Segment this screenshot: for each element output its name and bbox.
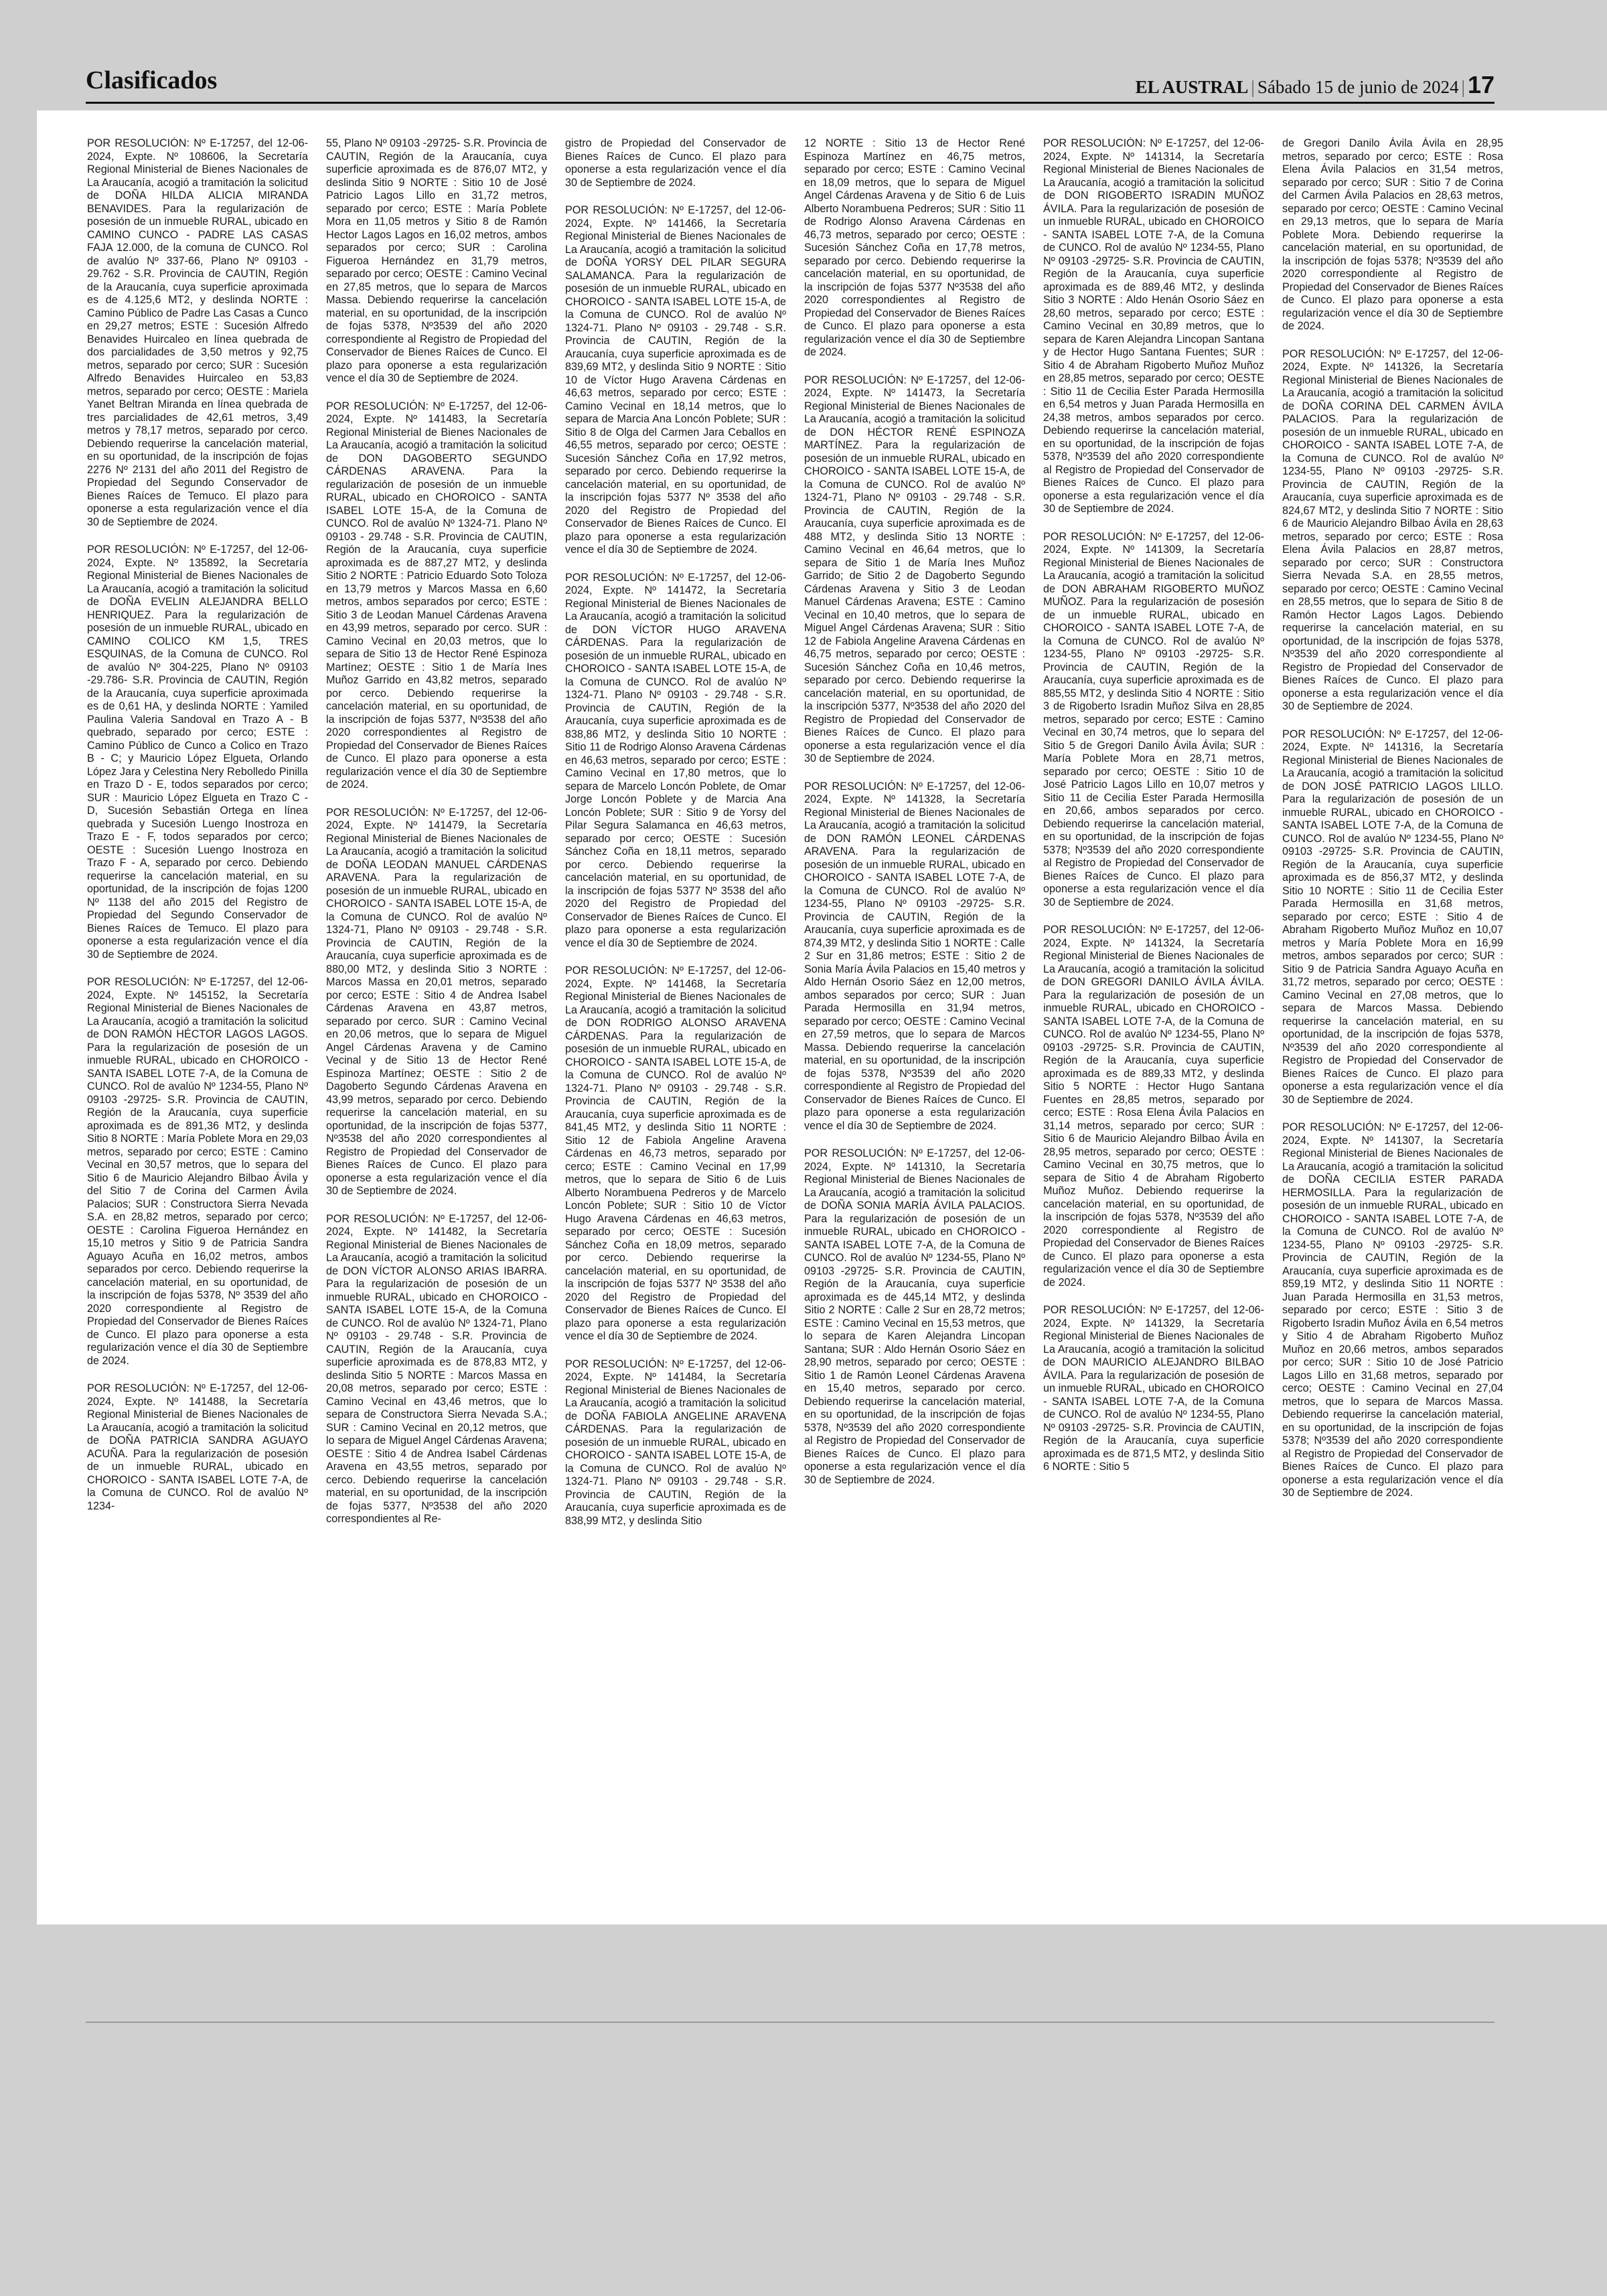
legal-notice: [565, 204, 786, 557]
legal-notice: [565, 965, 786, 1343]
bottom-margin: [0, 1924, 1607, 2296]
separator: |: [1461, 77, 1465, 97]
notice-text: 55, Plano Nº 09103 -29725- S.R. Provincia de CAUTIN, Región de la Araucanía, cuya superficie aproximada es de 876,07 MT2, y deslinda Sitio 9 NORTE : Sitio 10 de José Patricio Lagos Lillo en 31,72 metros, separado por cerco; ESTE : María Poblete Mora en 11,05 metros y Sitio 8 de Ramón Hector Lagos Lagos en 16,02 metros, ambos separados por cerco; SUR : Carolina Figueroa Hernández en 31,79 metros, separado por cerco; OESTE : Camino Vecinal en 27,85 metros, que lo separa de Marcos Massa. Debiendo requerirse la cancelación material, en su oportunidad, de la inscripción de fojas 5378, Nº3539 del año 2020 correspondiente al Registro de Propiedad del Conservador de Bienes Raíces de Cunco. El plazo para oponerse a esta regularización vence el día 30 de Septiembre de 2024.: [326, 137, 547, 384]
page-number: 17: [1467, 71, 1495, 98]
legal-notice: [1043, 531, 1264, 910]
legal-notice: [565, 137, 786, 189]
footer-rule: [86, 2022, 1495, 2023]
legal-notice: [804, 1147, 1025, 1487]
column-5: [1043, 137, 1264, 1911]
legal-notice: [565, 572, 786, 951]
legal-notice: [326, 400, 547, 792]
legal-notice: [1282, 348, 1503, 714]
notice-text: POR RESOLUCIÓN: Nº E-17257, del 12-06-2024, Expte. Nº 141307, la Secretaría Regional Ministerial de Bienes Nacionales de La Araucanía, acogió a tramitación la solicitud de DOÑA CECILIA ESTER PARADA HERMOSILLA. Para la regularización de posesión de un inmueble RURAL, ubicado en CHOROICO - SANTA ISABEL LOTE 7-A, de la Comuna de CUNCO. Rol de avalúo Nº 1234-55, Plano Nº 09103 -29725- S.R. Provincia de CAUTIN, Región de la Araucanía, cuya superficie aproximada es de 859,19 MT2, y deslinda Sitio 11 NORTE : Juan Parada Hermosilla en 31,53 metros, separado por cerco; ESTE : Sitio 3 de Rigoberto Isradin Muñoz Ávila en 6,54 metros y Sitio 4 de Abraham Rigoberto Muñoz Muñoz en 20,66 metros, ambos separados por cerco; SUR : Sitio 10 de José Patricio Lagos Lillo en 31,68 metros, separado por cerco; OESTE : Camino Vecinal en 27,04 metros, que lo separa de Marcos Massa. Debiendo requerirse la cancelación material, en su oportunidad, de la inscripción de fojas 5378; Nº3539 del año 2020 correspondiente al Registro de Propiedad del Conservador de Bienes Raíces de Cunco. El plazo para oponerse a esta regularización vence el día 30 de Septiembre de 2024.: [1282, 1121, 1503, 1499]
legal-notice: [1043, 1304, 1264, 1474]
notice-text: POR RESOLUCIÓN: Nº E-17257, del 12-06-2024, Expte. Nº 141326, la Secretaría Regional Ministerial de Bienes Nacionales de La Araucanía, acogió a tramitación la solicitud de DOÑA CORINA DEL CARMEN ÁVILA PALACIOS. Para la regularización de posesión de un inmueble RURAL, ubicado en CHOROICO - SANTA ISABEL LOTE 7-A, de la Comuna de CUNCO. Rol de avalúo Nº 1234-55, Plano Nº 09103 -29725- S.R. Provincia de CAUTIN, Región de la Araucanía, cuya superficie aproximada es de 824,67 MT2, y deslinda Sitio 7 NORTE : Sitio 6 de Mauricio Alejandro Bilbao Ávila en 28,63 metros, separado por cerco; ESTE : Rosa Elena Ávila Palacios en 28,87 metros, separado por cerco; SUR : Constructora Sierra Nevada S.A. en 28,55 metros, separado por cerco; OESTE : Camino Vecinal en 28,55 metros, que lo separa de Sitio 8 de Ramón Hector Lagos Lagos. Debiendo requerirse la cancelación material, en su oportunidad, de la inscripción de fojas 5378, Nº3539 del año 2020 correspondiente al Registro de Propiedad del Conservador de Bienes Raíces de Cunco. El plazo para oponerse a esta regularización vence el día 30 de Septiembre de 2024.: [1282, 347, 1503, 712]
notice-text: POR RESOLUCIÓN: Nº E-17257, del 12-06-2024, Expte. Nº 141310, la Secretaría Regional Ministerial de Bienes Nacionales de La Araucanía, acogió a tramitación la solicitud de DOÑA SONIA MARÍA ÁVILA PALACIOS. Para la regularización de posesión de un inmueble RURAL, ubicado en CHOROICO - SANTA ISABEL LOTE 7-A, de la Comuna de CUNCO. Rol de avalúo Nº 1234-55, Plano Nº 09103 -29725- S.R. Provincia de CAUTIN, Región de la Araucanía, cuya superficie aproximada es de 445,14 MT2, y deslinda Sitio 2 NORTE : Calle 2 Sur en 28,72 metros; ESTE : Camino Vecinal en 15,53 metros, que lo separa de Karen Alejandra Lincopan Santana; SUR : Aldo Hernán Osorio Sáez en 28,90 metros, separado por cerco; OESTE : Sitio 1 de Ramón Leonel Cárdenas Aravena en 15,40 metros, separado por cerco. Debiendo requerirse la cancelación material, en su oportunidad, de la inscripción de fojas 5378, Nº3539 del año 2020 correspondiente al Registro de Propiedad del Conservador de Bienes Raíces de Cunco. El plazo para oponerse a esta regularización vence el día 30 de Septiembre de 2024.: [804, 1147, 1025, 1486]
notice-text: POR RESOLUCIÓN: Nº E-17257, del 12-06-2024, Expte. Nº 141329, la Secretaría Regional Ministerial de Bienes Nacionales de La Araucanía, acogió a tramitación la solicitud de DON MAURICIO ALEJANDRO BILBAO ÁVILA. Para la regularización de posesión de un inmueble RURAL, ubicado en CHOROICO - SANTA ISABEL LOTE 7-A, de la Comuna de CUNCO. Rol de avalúo Nº 1234-55, Plano Nº 09103 -29725- S.R. Provincia de CAUTIN, Región de la Araucanía, cuya superficie aproximada es de 871,5 MT2, y deslinda Sitio 6 NORTE : Sitio 5: [1043, 1304, 1264, 1473]
masthead-info: [1136, 71, 1495, 99]
notice-text: POR RESOLUCIÓN: Nº E-17257, del 12-06-2024, Expte. Nº 141324, la Secretaría Regional Ministerial de Bienes Nacionales de La Araucanía, acogió a tramitación la solicitud de DON GREGORI DANILO ÁVILA ÁVILA. Para la regularización de posesión de un inmueble RURAL, ubicado en CHOROICO - SANTA ISABEL LOTE 7-A, de la Comuna de CUNCO. Rol de avalúo Nº 1234-55, Plano Nº 09103 -29725- S.R. Provincia de CAUTIN, Región de la Araucanía, cuya superficie aproximada es de 889,33 MT2, y deslinda Sitio 5 NORTE : Hector Hugo Santana Fuentes en 28,85 metros, separado por cerco; ESTE : Rosa Elena Ávila Palacios en 31,14 metros, separado por cerco; SUR : Sitio 6 de Mauricio Alejandro Bilbao Ávila en 28,95 metros, separado por cerco; OESTE : Camino Vecinal en 30,75 metros, que lo separa de Sitio 4 de Abraham Rigoberto Muñoz Muñoz. Debiendo requerirse la cancelación material, en su oportunidad, de la inscripción de fojas 5378, Nº3539 del año 2020 correspondiente al Registro de Propiedad del Conservador de Bienes Raíces de Cunco. El plazo para oponerse a esta regularización vence el día 30 de Septiembre de 2024.: [1043, 924, 1264, 1289]
notice-text: POR RESOLUCIÓN: Nº E-17257, del 12-06-2024, Expte. Nº 141468, la Secretaría Regional Ministerial de Bienes Nacionales de La Araucanía, acogió a tramitación la solicitud de DON RODRIGO ALONSO ARAVENA CÁRDENAS. Para la regularización de posesión de un inmueble RURAL, ubicado en CHOROICO - SANTA ISABEL LOTE 15-A, de la Comuna de CUNCO. Rol de avalúo Nº 1324-71. Plano Nº 09103 - 29.748 - S.R. Provincia de CAUTIN, Región de la Araucanía, cuya superficie aproximada es de 841,45 MT2, y deslinda Sitio 11 NORTE : Sitio 12 de Fabiola Angeline Aravena Cárdenas en 46,73 metros, separado por cerco; ESTE : Camino Vecinal en 17,99 metros, que lo separa de Sitio 6 de Luis Alberto Norambuena Pedreros y de Marcelo Loncón Poblete; SUR : Sitio 10 de Víctor Hugo Aravena Cárdenas en 46,63 metros, separado por cerco; OESTE : Sucesión Sánchez Coña en 18,09 metros, separado por cerco. Debiendo requerirse la cancelación material, en su oportunidad, de la inscripción de fojas 5377 Nº 3538 del año 2020 del Registro de Propiedad del Conservador de Bienes Raíces de Cunco. El plazo para oponerse a esta regularización vence el día 30 de Septiembre de 2024.: [565, 965, 786, 1342]
legal-notice: [1043, 137, 1264, 516]
notice-text: POR RESOLUCIÓN: Nº E-17257, del 12-06-2024, Expte. Nº 141473, la Secretaría Regional Ministerial de Bienes Nacionales de La Araucanía, acogió a tramitación la solicitud de DON HÉCTOR RENÉ ESPINOZA MARTÍNEZ. Para la regularización de posesión de un inmueble RURAL, ubicado en CHOROICO - SANTA ISABEL LOTE 15-A, de la Comuna de CUNCO. Rol de avalúo Nº 1324-71, Plano Nº 09103 - 29.748 - S.R. Provincia de CAUTIN, Región de la Araucanía, cuya superficie aproximada es de 488 MT2, y deslinda Sitio 13 NORTE : Camino Vecinal en 46,64 metros, que lo separa de Sitio 1 de María Ines Muñoz Garrido; de Sitio 2 de Dagoberto Segundo Cárdenas Aravena y Sitio 3 de Leodan Manuel Cárdenas Aravena; ESTE : Camino Vecinal en 10,40 metros, que lo separa de Miguel Angel Cárdenas Aravena; SUR : Sitio 12 de Fabiola Angeline Aravena Cárdenas en 46,75 metros, separado por cerco; OESTE : Sucesión Sánchez Coña en 10,46 metros, separado por cerco. Debiendo requerirse la cancelación material, en su oportunidad, de la inscripción 5377, Nº3538 del año 2020 del Registro de Propiedad del Conservador de Bienes Raíces de Cunco. El plazo para oponerse a esta regularización vence el día 30 de Septiembre de 2024.: [804, 374, 1025, 764]
legal-notice: [87, 1382, 308, 1513]
notice-text: 12 NORTE : Sitio 13 de Hector René Espinoza Martínez en 46,75 metros, separado por cerco; ESTE : Camino Vecinal en 18,09 metros, que lo separa de Miguel Angel Cárdenas Aravena y de Sitio 6 de Luis Alberto Norambuena Pedreros; SUR : Sitio 11 de Rodrigo Alonso Aravena Cárdenas en 46,73 metros, separado por cerco; OESTE : Sucesión Sánchez Coña en 17,78 metros, separado por cerco. Debiendo requerirse la cancelación material, en su oportunidad, de la inscripción de fojas 5377 Nº3538 del año 2020 correspondientes al Registro de Propiedad del Conservador de Bienes Raíces de Cunco. El plazo para oponerse a esta regularización vence el día 30 de Septiembre de 2024.: [804, 137, 1025, 358]
legal-notice: [87, 544, 308, 961]
notice-text: POR RESOLUCIÓN: Nº E-17257, del 12-06-2024, Expte. Nº 141328, la Secretaría Regional Ministerial de Bienes Nacionales de La Araucanía, acogió a tramitación la solicitud de DON RAMÓN LEONEL CÁRDENAS ARAVENA. Para la regularización de posesión de un inmueble RURAL, ubicado en CHOROICO - SANTA ISABEL LOTE 7-A, de la Comuna de CUNCO. Rol de avalúo Nº 1234-55, Plano Nº 09103 -29725- S.R. Provincia de CAUTIN, Región de la Araucanía, cuya superficie aproximada es de 874,39 MT2, y deslinda Sitio 1 NORTE : Calle 2 Sur en 31,86 metros; ESTE : Sitio 2 de Sonia María Ávila Palacios en 15,40 metros y Aldo Hernán Osorio Sáez en 12,00 metros, ambos separados por cerco; SUR : Juan Parada Hermosilla en 31,94 metros, separado por cerco; OESTE : Camino Vecinal en 27,59 metros, que lo separa de Marcos Massa. Debiendo requerirse la cancelación material, en su oportunidad, de la inscripción de fojas 5378, Nº3539 del año 2020 correspondiente al Registro de Propiedad del Conservador de Bienes Raíces de Cunco. El plazo para oponerse a esta regularización vence el día 30 de Septiembre de 2024.: [804, 780, 1025, 1132]
column-4: [804, 137, 1025, 1911]
column-2: [326, 137, 547, 1911]
issue-date: Sábado 15 de junio de 2024: [1257, 77, 1459, 97]
text-columns: [87, 137, 1503, 1911]
notice-text: POR RESOLUCIÓN: Nº E-17257, del 12-06-2024, Expte. Nº 141482, la Secretaría Regional Ministerial de Bienes Nacionales de La Araucanía, acogió a tramitación la solicitud de DON VÍCTOR ALONSO ARIAS IBARRA. Para la regularización de posesión de un inmueble RURAL, ubicado en CHOROICO - SANTA ISABEL LOTE 15-A, de la Comuna de CUNCO. Rol de avalúo Nº 1324-71, Plano Nº 09103 - 29.748 - S.R. Provincia de CAUTIN, Región de la Araucanía, cuya superficie aproximada es de 878,83 MT2, y deslinda Sitio 5 NORTE : Marcos Massa en 20,08 metros, separado por cerco; ESTE : Camino Vecinal en 43,46 metros, que lo separa de Constructora Sierra Nevada S.A.; SUR : Camino Vecinal en 20,12 metros, que lo separa de Miguel Angel Cárdenas Aravena; OESTE : Sitio 4 de Andrea Isabel Cárdenas Aravena en 43,55 metros, separado por cerco. Debiendo requerirse la cancelación material, en su oportunidad, de la inscripción de fojas 5377, Nº3538 del año 2020 correspondientes al Re-: [326, 1212, 547, 1525]
classifieds-sheet: [37, 110, 1607, 1924]
notice-text: POR RESOLUCIÓN: Nº E-17257, del 12-06-2024, Expte. Nº 141466, la Secretaría Regional Ministerial de Bienes Nacionales de La Araucanía, acogió a tramitación la solicitud de DOÑA YORSY DEL PILAR SEGURA SALAMANCA. Para la regularización de posesión de un inmueble RURAL, ubicado en CHOROICO - SANTA ISABEL LOTE 15-A, de la Comuna de CUNCO. Rol de avalúo Nº 1324-71. Plano Nº 09103 - 29.748 - S.R. Provincia de CAUTIN, Región de la Araucanía, cuya superficie aproximada es de 839,69 MT2, y deslinda Sitio 9 NORTE : Sitio 10 de Víctor Hugo Aravena Cárdenas en 46,63 metros, separado por cerco; ESTE : Camino Vecinal en 18,14 metros, que lo separa de Marcia Ana Loncón Poblete; SUR : Sitio 8 de Olga del Carmen Jara Ceballos en 46,55 metros, separado por cerco; OESTE : Sucesión Sánchez Coña en 17,92 metros, separado por cerco. Debiendo requerirse la cancelación material, en su oportunidad, de la inscripción fojas 5377 Nº 3538 del año 2020 del Registro de Propiedad del Conservador de Bienes Raíces de Cunco. El plazo para oponerse a esta regularización vence el día 30 de Septiembre de 2024.: [565, 204, 786, 556]
notice-text: POR RESOLUCIÓN: Nº E-17257, del 12-06-2024, Expte. Nº 141316, la Secretaría Regional Ministerial de Bienes Nacionales de La Araucanía, acogió a tramitación la solicitud de DON JOSÉ PATRICIO LAGOS LILLO. Para la regularización de posesión de un inmueble RURAL, ubicado en CHOROICO - SANTA ISABEL LOTE 7-A, de la Comuna de CUNCO. Rol de avalúo Nº 1234-55, Plano Nº 09103 -29725- S.R. Provincia de CAUTIN, Región de la Araucanía, cuya superficie aproximada es de 856,37 MT2, y deslinda Sitio 10 NORTE : Sitio 11 de Cecilia Ester Parada Hermosilla en 31,68 metros, separado por cerco; ESTE : Sitio 4 de Abraham Rigoberto Muñoz Muñoz en 10,07 metros y María Poblete Mora en 16,99 metros, ambos separados por cerco; SUR : Sitio 9 de Patricia Sandra Aguayo Acuña en 31,72 metros, separado por cerco; OESTE : Camino Vecinal en 27,08 metros, que lo separa de Marcos Massa. Debiendo requerirse la cancelación material, en su oportunidad, de la inscripción de fojas 5378, Nº3539 del año 2020 correspondiente al Registro de Propiedad del Conservador de Bienes Raíces de Cunco. El plazo para oponerse a esta regularización vence el día 30 de Septiembre de 2024.: [1282, 728, 1503, 1106]
legal-notice: [804, 374, 1025, 766]
legal-notice: [804, 137, 1025, 359]
column-3: [565, 137, 786, 1911]
section-title: Clasificados: [86, 66, 218, 94]
notice-text: POR RESOLUCIÓN: Nº E-17257, del 12-06-2024, Expte. Nº 145152, la Secretaría Regional Ministerial de Bienes Nacionales de La Araucanía, acogió a tramitación la solicitud de DON RAMÓN HÉCTOR LAGOS LAGOS. Para la regularización de posesión de un inmueble RURAL, ubicado en CHOROICO - SANTA ISABEL LOTE 7-A, de la Comuna de CUNCO. Rol de avalúo Nº 1234-55, Plano Nº 09103 -29725- S.R. Provincia de CAUTIN, Región de la Araucanía, cuya superficie aproximada es de 891,36 MT2, y deslinda Sitio 8 NORTE : María Poblete Mora en 29,03 metros, separado por cerco; ESTE : Camino Vecinal en 30,57 metros, que lo separa del Sitio 6 de Mauricio Alejandro Bilbao Ávila y del Sitio 7 de Corina del Carmen Ávila Palacios; SUR : Constructora Sierra Nevada S.A. en 28,82 metros, separado por cerco; OESTE : Carolina Figueroa Hernández en 15,10 metros y Sitio 9 de Patricia Sandra Aguayo Acuña en 16,02 metros, ambos separados por cerco. Debiendo requerirse la cancelación material, en su oportunidad, de la inscripción de fojas 5378, Nº 3539 del año 2020 correspondiente al Registro de Propiedad del Conservador de Bienes Raíces de Cunco. El plazo para oponerse a esta regularización vence el día 30 de Septiembre de 2024.: [87, 976, 308, 1367]
legal-notice: [1043, 924, 1264, 1289]
notice-text: POR RESOLUCIÓN: Nº E-17257, del 12-06-2024, Expte. Nº 141479, la Secretaría Regional Ministerial de Bienes Nacionales de La Araucanía, acogió a tramitación la solicitud de DOÑA LEODAN MANUEL CÁRDENAS ARAVENA. Para la regularización de posesión de un inmueble RURAL, ubicado en CHOROICO - SANTA ISABEL LOTE 15-A, de la Comuna de CUNCO. Rol de avalúo Nº 1324-71, Plano Nº 09103 - 29.748 - S.R. Provincia de CAUTIN, Región de la Araucanía, cuya superficie aproximada es de 880,00 MT2, y deslinda Sitio 3 NORTE : Marcos Massa en 20,01 metros, separado por cerco; ESTE : Sitio 4 de Andrea Isabel Cárdenas Aravena en 43,87 metros, separado por cerco. SUR : Camino Vecinal en 20,06 metros, que lo separa de Miguel Angel Cárdenas Aravena y de Camino Vecinal y de Sitio 13 de Hector René Espinoza Martínez; OESTE : Sitio 2 de Dagoberto Segundo Cárdenas Aravena en 43,99 metros, separado por cerco. Debiendo requerirse la cancelación material, en su oportunidad, de la inscripción de fojas 5377, Nº3538 del año 2020 correspondientes al Registro de Propiedad del Conservador de Bienes Raíces de Cunco. El plazo para oponerse a esta regularización vence el día 30 de Septiembre de 2024.: [326, 806, 547, 1197]
legal-notice: [565, 1358, 786, 1528]
notice-text: POR RESOLUCIÓN: Nº E-17257, del 12-06-2024, Expte. Nº 141484, la Secretaría Regional Ministerial de Bienes Nacionales de La Araucanía, acogió a tramitación la solicitud de DOÑA FABIOLA ANGELINE ARAVENA CÁRDENAS. Para la regularización de posesión de un inmueble RURAL, ubicado en CHOROICO - SANTA ISABEL LOTE 15-A, de la Comuna de CUNCO. Rol de avalúo Nº 1324-71. Plano Nº 09103 - 29.748 - S.R. Provincia de CAUTIN, Región de la Araucanía, cuya superficie aproximada es de 838,99 MT2, y deslinda Sitio: [565, 1358, 786, 1527]
notice-text: POR RESOLUCIÓN: Nº E-17257, del 12-06-2024, Expte. Nº 141314, la Secretaría Regional Ministerial de Bienes Nacionales de La Araucanía, acogió a tramitación la solicitud de DON RIGOBERTO ISRADIN MUÑOZ ÁVILA. Para la regularización de posesión de un inmueble RURAL, ubicado en CHOROICO - SANTA ISABEL LOTE 7-A, de la Comuna de CUNCO. Rol de avalúo Nº 1234-55, Plano Nº 09103 -29725- S.R. Provincia de CAUTIN, Región de la Araucanía, cuya superficie aproximada es de 889,46 MT2, y deslinda Sitio 3 NORTE : Aldo Henán Osorio Sáez en 28,60 metros, separado por cerco; ESTE : Camino Vecinal en 30,89 metros, que lo separa de Karen Alejandra Lincopan Santana y de Hector Hugo Santana Fuentes; SUR : Sitio 4 de Abraham Rigoberto Muñoz Muñoz en 28,85 metros, separado por cerco; OESTE : Sitio 11 de Cecilia Ester Parada Hermosilla en 6,54 metros y Juan Parada Hermosilla en 24,38 metros, ambos separados por cerco. Debiendo requerirse la cancelación material, en su oportunidad, de la inscripción de fojas 5378, Nº3539 del año 2020 correspondiente al Registro de Propiedad del Conservador de Bienes Raíces de Cunco. El plazo para oponerse a esta regularización vence el día 30 de Septiembre de 2024.: [1043, 137, 1264, 515]
notice-text: POR RESOLUCIÓN: Nº E-17257, del 12-06-2024, Expte. Nº 141472, la Secretaría Regional Ministerial de Bienes Nacionales de La Araucanía, acogió a tramitación la solicitud de DON VÍCTOR HUGO ARAVENA CÁRDENAS. Para la regularización de posesión de un inmueble RURAL, ubicado en CHOROICO - SANTA ISABEL LOTE 15-A, de la Comuna de CUNCO. Rol de avalúo Nº 1324-71. Plano Nº 09103 - 29.748 - S.R. Provincia de CAUTIN, Región de la Araucanía, cuya superficie aproximada es de 838,86 MT2, y deslinda Sitio 10 NORTE : Sitio 11 de Rodrigo Alonso Aravena Cárdenas en 46,63 metros, separado por cerco; ESTE : Camino Vecinal en 17,80 metros, que lo separa de Marcelo Loncón Poblete, de Omar Jorge Loncón Poblete y de Marcia Ana Loncón Poblete; SUR : Sitio 9 de Yorsy del Pilar Segura Salamanca en 46,63 metros, separado por cerco; OESTE : Sucesión Sánchez Coña en 18,11 metros, separado por cerco. Debiendo requerirse la cancelación material, en su oportunidad, de la inscripción de fojas 5377 Nº 3538 del año 2020 del Registro de Propiedad del Conservador de Bienes Raíces de Cunco. El plazo para oponerse a esta regularización vence el día 30 de Septiembre de 2024.: [565, 571, 786, 949]
notice-text: de Gregori Danilo Ávila Ávila en 28,95 metros, separado por cerco; ESTE : Rosa Elena Ávila Palacios en 31,54 metros, separado por cerco; SUR : Sitio 7 de Corina del Carmen Ávila Palacios en 28,63 metros, separado por cerco; OESTE : Camino Vecinal en 29,13 metros, que lo separa de María Poblete Mora. Debiendo requerirse la cancelación material, en su oportunidad, de la inscripción de fojas 5378; Nº3539 del año 2020 correspondiente al Registro de Propiedad del Conservador de Bienes Raíces de Cunco. El plazo para oponerse a esta regularización vence el día 30 de Septiembre de 2024.: [1282, 137, 1503, 332]
legal-notice: [326, 137, 547, 386]
legal-notice: [1282, 137, 1503, 333]
notice-text: POR RESOLUCIÓN: Nº E-17257, del 12-06-2024, Expte. Nº 135892, la Secretaría Regional Ministerial de Bienes Nacionales de La Araucanía, acogió a tramitación la solicitud de DOÑA EVELIN ALEJANDRA BELLO HENRIQUEZ. Para la regularización de posesión de un inmueble RURAL, ubicado en CAMINO COLICO KM 1,5, TRES ESQUINAS, de la Comuna de CUNCO. Rol de avalúo Nº 304-225, Plano Nº 09103 -29.786- S.R. Provincia de CAUTIN, Región de la Araucanía, cuya superficie aproximada es de 0,61 HA, y deslinda NORTE : Yamiled Paulina Valeria Sandoval en Trazo A - B quebrado, separado por cerco; ESTE : Camino Público de Cunco a Colico en Trazo B - C; y Mauricio López Elgueta, Orlando López Jara y Celestina Nery Rebolledo Pinilla en Trazo D - E, todos separados por cerco; SUR : Mauricio López Elgueta en Trazo C - D, Sucesión Sebastián Ortega en línea quebrada y Sucesión Luengo Inostroza en Trazo E - F, todos separados por cerco; OESTE : Sucesión Luengo Inostroza en Trazo F - A, separado por cerco. Debiendo requerirse la cancelación material, en su oportunidad, de la inscripción de fojas 1200 Nº 1138 del año 2015 del Registro de Propiedad del Segundo Conservador de Bienes Raíces de Temuco. El plazo para oponerse a esta regularización vence el día 30 de Septiembre de 2024.: [87, 544, 308, 961]
legal-notice: [804, 781, 1025, 1133]
legal-notice: [87, 976, 308, 1368]
legal-notice: [326, 807, 547, 1198]
notice-text: POR RESOLUCIÓN: Nº E-17257, del 12-06-2024, Expte. Nº 141309, la Secretaría Regional Ministerial de Bienes Nacionales de La Araucanía, acogió a tramitación la solicitud de DON ABRAHAM RIGOBERTO MUÑOZ MUÑOZ. Para la regularización de posesión de un inmueble RURAL, ubicado en CHOROICO - SANTA ISABEL LOTE 7-A, de la Comuna de CUNCO. Rol de avalúo Nº 1234-55, Plano Nº 09103 -29725- S.R. Provincia de CAUTIN, Región de la Araucanía, cuya superficie aproximada es de 885,55 MT2, y deslinda Sitio 4 NORTE : Sitio 3 de Rigoberto Isradin Muñoz Silva en 28,85 metros, separado por cerco; ESTE : Camino Vecinal en 30,74 metros, que lo separa del Sitio 5 de Gregori Danilo Ávila Ávila; SUR : María Poblete Mora en 28,71 metros, separado por cerco; OESTE : Sitio 10 de José Patricio Lagos Lillo en 10,07 metros y Sitio 11 de Cecilia Ester Parada Hermosilla en 20,66, ambos separados por cerco. Debiendo requerirse la cancelación material, en su oportunidad, de la inscripción de fojas 5378; Nº3539 del año 2020 correspondiente al Registro de Propiedad del Conservador de Bienes Raíces de Cunco. El plazo para oponerse a esta regularización vence el día 30 de Septiembre de 2024.: [1043, 530, 1264, 908]
legal-notice: [87, 137, 308, 529]
legal-notice: [326, 1213, 547, 1526]
column-1: [87, 137, 308, 1911]
page-header: [86, 62, 1495, 104]
legal-notice: [1282, 728, 1503, 1107]
legal-notice: [1282, 1121, 1503, 1500]
newspaper-name: EL AUSTRAL: [1135, 77, 1249, 97]
notice-text: POR RESOLUCIÓN: Nº E-17257, del 12-06-2024, Expte. Nº 141483, la Secretaría Regional Ministerial de Bienes Nacionales de La Araucanía, acogió a tramitación la solicitud de DON DAGOBERTO SEGUNDO CÁRDENAS ARAVENA. Para la regularización de posesión de un inmueble RURAL, ubicado en CHOROICO - SANTA ISABEL LOTE 15-A, de la Comuna de CUNCO. Rol de avalúo Nº 1324-71. Plano Nº 09103 - 29.748 - S.R. Provincia de CAUTIN, Región de la Araucanía, cuya superficie aproximada es de 887,27 MT2, y deslinda Sitio 2 NORTE : Patricio Eduardo Soto Toloza en 13,79 metros y Marcos Massa en 6,60 metros, ambos separados por cerco; ESTE : Sitio 3 de Leodan Manuel Cárdenas Aravena en 43,99 metros, separado por cerco. SUR : Camino Vecinal en 20,03 metros, que lo separa de Sitio 13 de Hector René Espinoza Martínez; OESTE : Sitio 1 de María Ines Muñoz Garrido en 43,82 metros, separado por cerco. Debiendo requerirse la cancelación material, en su oportunidad, de la inscripción de fojas 5377, Nº3538 del año 2020 correspondientes al Registro de Propiedad del Conservador de Bienes Raíces de Cunco. El plazo para oponerse a esta regularización vence el día 30 de Septiembre de 2024.: [326, 400, 547, 791]
notice-text: POR RESOLUCIÓN: Nº E-17257, del 12-06-2024, Expte. Nº 141488, la Secretaría Regional Ministerial de Bienes Nacionales de La Araucanía, acogió a tramitación la solicitud de DOÑA PATRICIA SANDRA AGUAYO ACUÑA. Para la regularización de posesión de un inmueble RURAL, ubicado en CHOROICO - SANTA ISABEL LOTE 7-A, de la Comuna de CUNCO. Rol de avalúo Nº 1234-: [87, 1382, 308, 1512]
separator: |: [1251, 77, 1255, 97]
notice-text: gistro de Propiedad del Conservador de Bienes Raíces de Cunco. El plazo para oponerse a esta regularización vence el día 30 de Septiembre de 2024.: [565, 137, 786, 189]
column-6: [1282, 137, 1503, 1911]
notice-text: POR RESOLUCIÓN: Nº E-17257, del 12-06-2024, Expte. Nº 108606, la Secretaría Regional Ministerial de Bienes Nacionales de La Araucanía, acogió a tramitación la solicitud de DOÑA HILDA ALICIA MIRANDA BENAVIDES. Para la regularización de posesión de un inmueble RURAL, ubicado en CAMINO CUNCO - PADRE LAS CASAS FAJA 12.000, de la comuna de CUNCO. Rol de avalúo Nº 337-66, Plano Nº 09103 - 29.762 - S.R. Provincia de CAUTIN, Región de la Araucanía, cuya superficie aproximada es de 4.125,6 MT2, y deslinda NORTE : Camino Público de Padre Las Casas a Cunco en 29,27 metros; ESTE : Sucesión Alfredo Benavides Huircaleo en línea quebrada de dos parcialidades de 3,50 metros y 92,75 metros, separado por cerco; SUR : Sucesión Alfredo Benavides Huircaleo en 53,83 metros, separado por cerco; OESTE : Mariela Yanet Beltran Miranda en línea quebrada de tres parcialidades de 42,61 metros, 3,49 metros y 78,17 metros, separado por cerco. Debiendo requerirse la cancelación material, en su oportunidad, de la inscripción de fojas 2276 Nº 2131 del año 2011 del Registro de Propiedad del Segundo Conservador de Bienes Raíces de Temuco. El plazo para oponerse a esta regularización vence el día 30 de Septiembre de 2024.: [87, 137, 308, 528]
